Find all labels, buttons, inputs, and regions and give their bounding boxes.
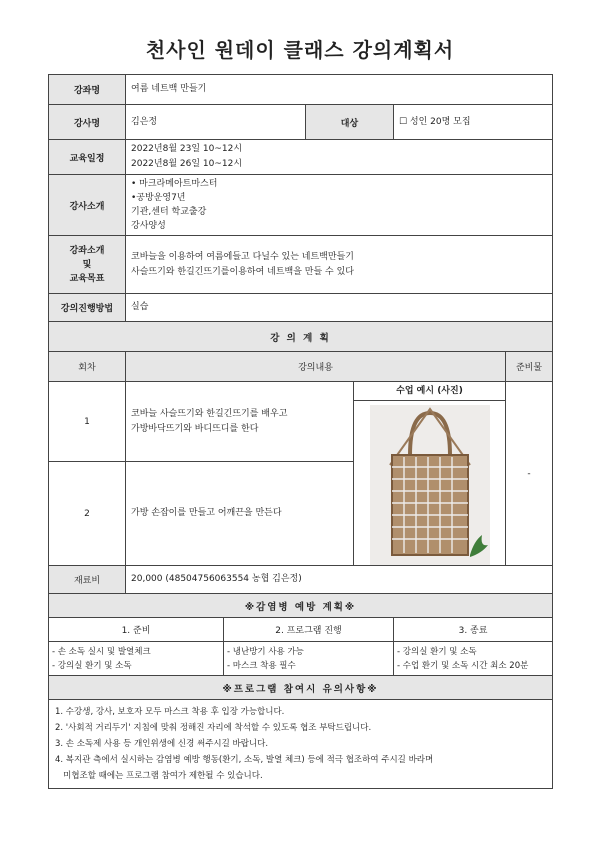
notice-item: 1. 수강생, 강사, 보호자 모두 마스크 착용 후 입장 가능합니다. [55,707,285,717]
prevention-column-header: 2. 프로그램 진행 [224,618,394,642]
course-label: 강좌명 [49,75,126,105]
session-content-line: 코바늘 사슬뜨기와 한길긴뜨기를 배우고 [131,408,288,419]
session-number: 1 [49,382,126,462]
photo-cell [354,382,506,566]
goal-line: 코바늘을 이용하여 여름에들고 다닐수 있는 네트백만들기 [131,251,354,262]
notice-list [49,700,553,789]
prevention-section-title: ※감염병 예방 계획※ [49,594,553,618]
notice-item: 2. '사회적 거리두기' 지침에 맞춰 정해진 자리에 착석할 수 있도록 협조 부탁드립니다. [55,723,372,733]
intro-line: • 마크라메아트마스터 [131,179,218,189]
content-column-header: 강의내용 [126,352,506,382]
lesson-plan-table [48,74,553,789]
instructor-value: 김은정 [126,105,306,140]
intro-value [126,175,553,236]
schedule-line: 2022년8월 23일 10~12시 [131,144,243,154]
prevention-item: - 냉난방기 사용 가능 [227,646,304,657]
material-label: 재료비 [49,566,126,594]
plan-section-title: 강 의 계 획 [49,322,553,352]
goal-line: 사슬뜨기와 한길긴뜨기를이용하여 네트백을 만들 수 있다 [131,266,354,277]
session-column-header: 회차 [49,352,126,382]
prevention-item: - 마스크 착용 필수 [227,660,296,671]
prevention-column-header: 3. 종료 [394,618,553,642]
target-label: 대상 [306,105,394,140]
schedule-label: 교육일정 [49,140,126,175]
prep-value: - [506,382,553,566]
session-content [126,462,354,566]
session-number: 2 [49,462,126,566]
notice-item: 4. 복지관 측에서 실시하는 감염병 예방 행동(환기, 소독, 발열 체크) 등에 적극 협조하여 주시길 바라며 [55,755,434,765]
prep-column-header: 준비물 [506,352,553,382]
photo-label: 수업 예시 (사진) [354,382,505,401]
intro-line: 기관,센터 학교출강 [131,207,207,217]
intro-label: 강사소개 [49,175,126,236]
schedule-value [126,140,553,175]
page-title: 천사인 원데이 클래스 강의계획서 [145,38,455,62]
material-value: 20,000 (48504756063554 농협 김은정) [126,566,553,594]
notice-item: 미협조할 때에는 프로그램 참여가 제한될 수 있습니다. [55,771,263,781]
prevention-items [394,642,553,676]
prevention-item: - 손 소독 실시 및 발열체크 [52,646,151,657]
prevention-item: - 강의실 환기 및 소독 [52,660,132,671]
intro-line: 강사양성 [131,221,166,231]
goal-value [126,236,553,294]
schedule-line: 2022년8월 26일 10~12시 [131,159,243,169]
intro-line: •공방운영7년 [131,193,186,203]
prevention-item: - 수업 환기 및 소독 시간 최소 20분 [397,660,529,671]
method-label: 강의진행방법 [49,294,126,322]
course-value: 여름 네트백 만들기 [126,75,553,105]
prevention-column-header: 1. 준비 [49,618,224,642]
session-content-line: 가방 손잡이를 만들고 어깨끈을 만든다 [131,508,282,519]
target-value: ☐ 성인 20명 모집 [394,105,553,140]
method-value: 실습 [126,294,553,322]
net-bag-photo [370,405,490,565]
goal-label-line: 강좌소개 [69,245,105,256]
goal-label [49,236,126,294]
prevention-items [49,642,224,676]
notice-item: 3. 손 소독제 사용 등 개인위생에 신경 써주시길 바랍니다. [55,739,269,749]
prevention-item: - 강의실 환기 및 소독 [397,646,477,657]
goal-label-line: 교육목표 [69,273,105,284]
session-content [126,382,354,462]
photo-frame [354,401,505,565]
prevention-items [224,642,394,676]
instructor-label: 강사명 [49,105,126,140]
goal-label-line: 및 [82,259,92,270]
notice-section-title: ※프로그램 참여시 유의사항※ [49,676,553,700]
session-content-line: 가방바닥뜨기와 바디뜨디를 한다 [131,423,259,434]
